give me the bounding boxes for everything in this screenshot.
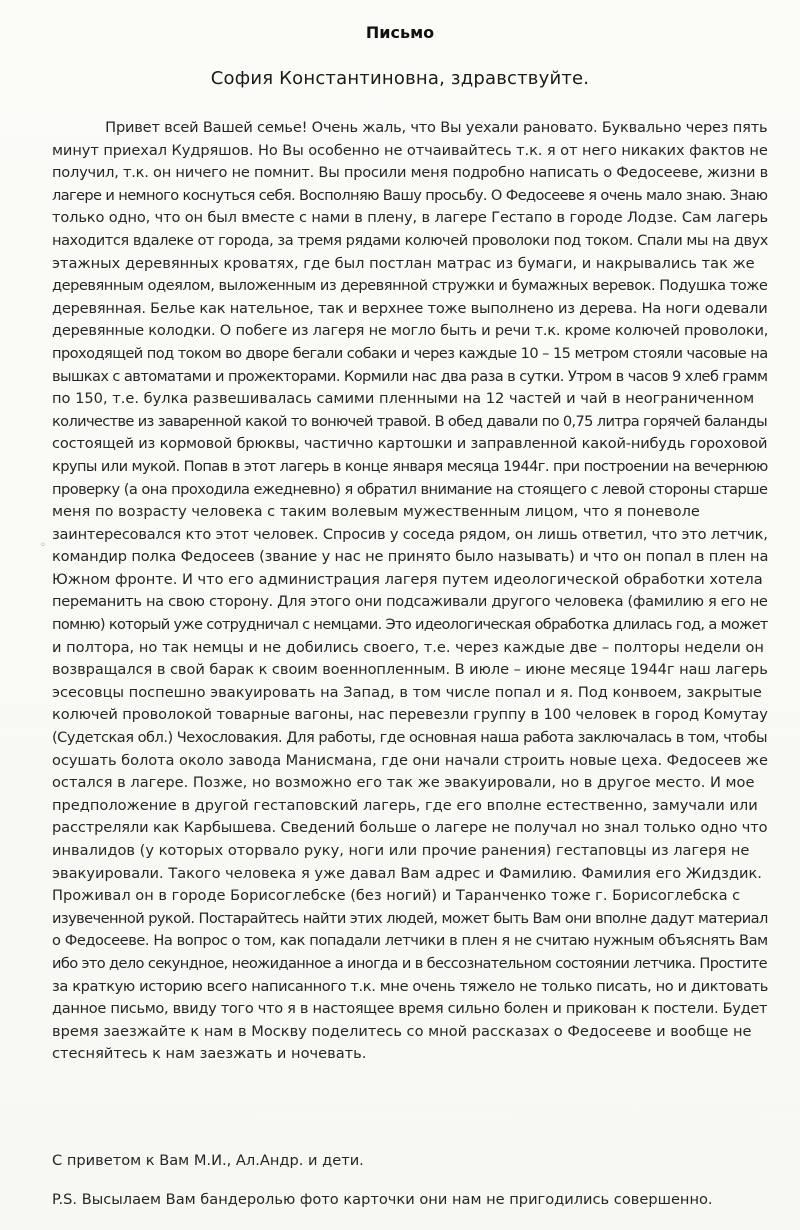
letter-line: изувеченной рукой. Постарайтесь найти этих людей, может быть Вам они вполне дадут материал [52, 909, 768, 927]
letter-line: количестве из заваренной какой то вонючей травой. В обед давали по 0,75 литра горячей баланды [52, 412, 767, 430]
letter-line: деревянная. Белье как нательное, так и верхнее тоже выполнено из дерева. На ноги одевали [52, 299, 768, 317]
letter-line: меня по возрасту человека с таким волевым мужественным лицом, что я поневоле [52, 503, 700, 521]
letter-line: минут приехал Кудряшов. Но Вы особенно не отчаивайтесь т.к. я от него никаких фактов не [52, 141, 768, 159]
letter-line: осушать болота около завода Манисмана, где они начали строить новые цеха. Федосеев же [52, 751, 768, 769]
letter-line: за краткую историю всего написанного т.к. мне очень тяжело не только писать, но и диктовать [52, 977, 768, 995]
letter-line: этажных деревянных кроватях, где был постлан матрас из бумаги, и накрывались так же [52, 254, 755, 272]
letter-line: командир полка Федосеев (звание у нас не принято было называть) и что он попал в плен на [52, 548, 769, 566]
letter-line: помню) который уже сотрудничал с немцами. Это идеологическая обработка длилась год, а может [52, 616, 768, 634]
letter-line: только одно, что он был вместе с нами в плену, в лагере Гестапо в городе Лодзе. Сам лагерь [52, 209, 769, 227]
letter-line: состоящей из кормовой брюквы, частично картошки и заправленной какой-нибудь гороховой [52, 435, 768, 453]
letter-line: крупы или мукой. Попав в этот лагерь в конце января месяца 1944г. при построении на вечернюю [52, 457, 768, 475]
letter-line: деревянным одеялом, выложенным из деревянной стружки и бумажных веревок. Подушка тоже [52, 277, 768, 295]
letter-line: о Федосееве. На вопрос о том, как попадали летчики в плен я не считаю нужным объяснять Вам [52, 932, 768, 950]
letter-line: Привет всей Вашей семье! Очень жаль, что Вы уехали рановато. Буквально через пять [52, 119, 768, 136]
letter-line: возвращался в свой барак к своим военнопленным. В июле – июне месяце 1944г наш лагерь [52, 661, 768, 679]
letter-line: время заезжайте к нам в Москву поделитесь со мной рассказах о Федосееве и вообще не [52, 1022, 752, 1040]
letter-line: ибо это дело секундное, неожиданное а иногда и в бессознательном состоянии летчика. Простите [52, 954, 767, 972]
letter-line: колючей проволокой товарные вагоны, нас перевезли группу в 100 человек в город Комутау [52, 706, 768, 724]
letter-line: и полтора, но так немцы и не добились своего, т.е. через каждые две – полторы недели он [52, 638, 764, 656]
letter-line: деревянные колодки. О побеге из лагеря не могло быть и речи т.к. кроме колючей проволоки, [52, 322, 769, 340]
letter-line: эсесовцы поспешно эвакуировать на Запад, в том числе попал и я. Под конвоем, закрытые [52, 683, 762, 701]
letter-line: Проживал он в городе Борисоглебске (без ногий) и Таранченко тоже г. Борисоглебска с [52, 887, 741, 905]
letter-line: расстреляли как Карбышева. Сведений больше о лагере не получал но знал только одно что [52, 819, 768, 837]
letter-line: по 150, т.е. булка развешивалась самими пленными на 12 частей и чай в неограниченном [52, 390, 755, 408]
letter-line: вышках с автоматами и прожекторами. Кормили нас два раза в сутки. Утром в часов 9 хлеб грамм [52, 367, 768, 385]
letter-line: остался в лагере. Позже, но возможно его так же эвакуировали, но в другое место. И мое [52, 774, 755, 792]
letter-postscript: P.S. Высылаем Вам бандеролью фото карточки они нам не пригодились совершенно. [52, 1191, 713, 1208]
letter-line: переманить на свою сторону. Для этого они подсаживали другого человека (фамилию я его не [52, 593, 768, 611]
letter-body [52, 117, 768, 1066]
letter-line: предположение в другой гестаповский лагерь, где его вполне естественно, замучали или [52, 796, 758, 814]
letter-line: Южном фронте. И что его администрация лагеря путем идеологической обработки хотела [52, 570, 763, 588]
letter-line: находится вдалеке от города, за тремя рядами колючей проволоки под током. Спали мы на двух [52, 231, 768, 249]
scan-artifact-mark: ◦ [40, 540, 46, 551]
letter-line: стесняйтесь к нам заезжать и ночевать. [52, 1045, 367, 1063]
letter-line: проверку (а она проходила ежедневно) я обратил внимание на стоящего с левой стороны старше [52, 480, 768, 498]
letter-line: эвакуировали. Такого человека я уже давал Вам адрес и Фамилию. Фамилия его Жидздик. [52, 864, 762, 882]
letter-closing: С приветом к Вам М.И., Ал.Андр. и дети. [52, 1152, 364, 1169]
letter-line: лагере и немного коснуться себя. Восполняю Вашу просьбу. О Федосееве я очень мало знаю. Знаю [52, 186, 768, 204]
letter-line: проходящей под током во дворе бегали собаки и через каждые 10 – 15 метром стояли часовые на [52, 344, 768, 362]
letter-title: Письмо [365, 23, 435, 42]
letter-line: (Судетская обл.) Чехословакия. Для работы, где основная наша работа заключалась в том, чтобы [52, 729, 768, 747]
letter-salutation: София Константиновна, здравствуйте. [210, 68, 590, 89]
letter-line: заинтересовался кто этот человек. Спросив у соседа рядом, он лишь ответил, что это летчик, [52, 525, 768, 543]
letter-line: получил, т.к. он ничего не помнит. Вы просили меня подробно написать о Федосееве, жизни в [52, 164, 769, 182]
letter-line: данное письмо, ввиду того что я в настоящее время сильно болен и прикован к постели. Будет [52, 1000, 768, 1018]
letter-line: инвалидов (у которых оторвало руку, ноги или прочие ранения) гестаповцы из лагеря не [52, 842, 750, 859]
